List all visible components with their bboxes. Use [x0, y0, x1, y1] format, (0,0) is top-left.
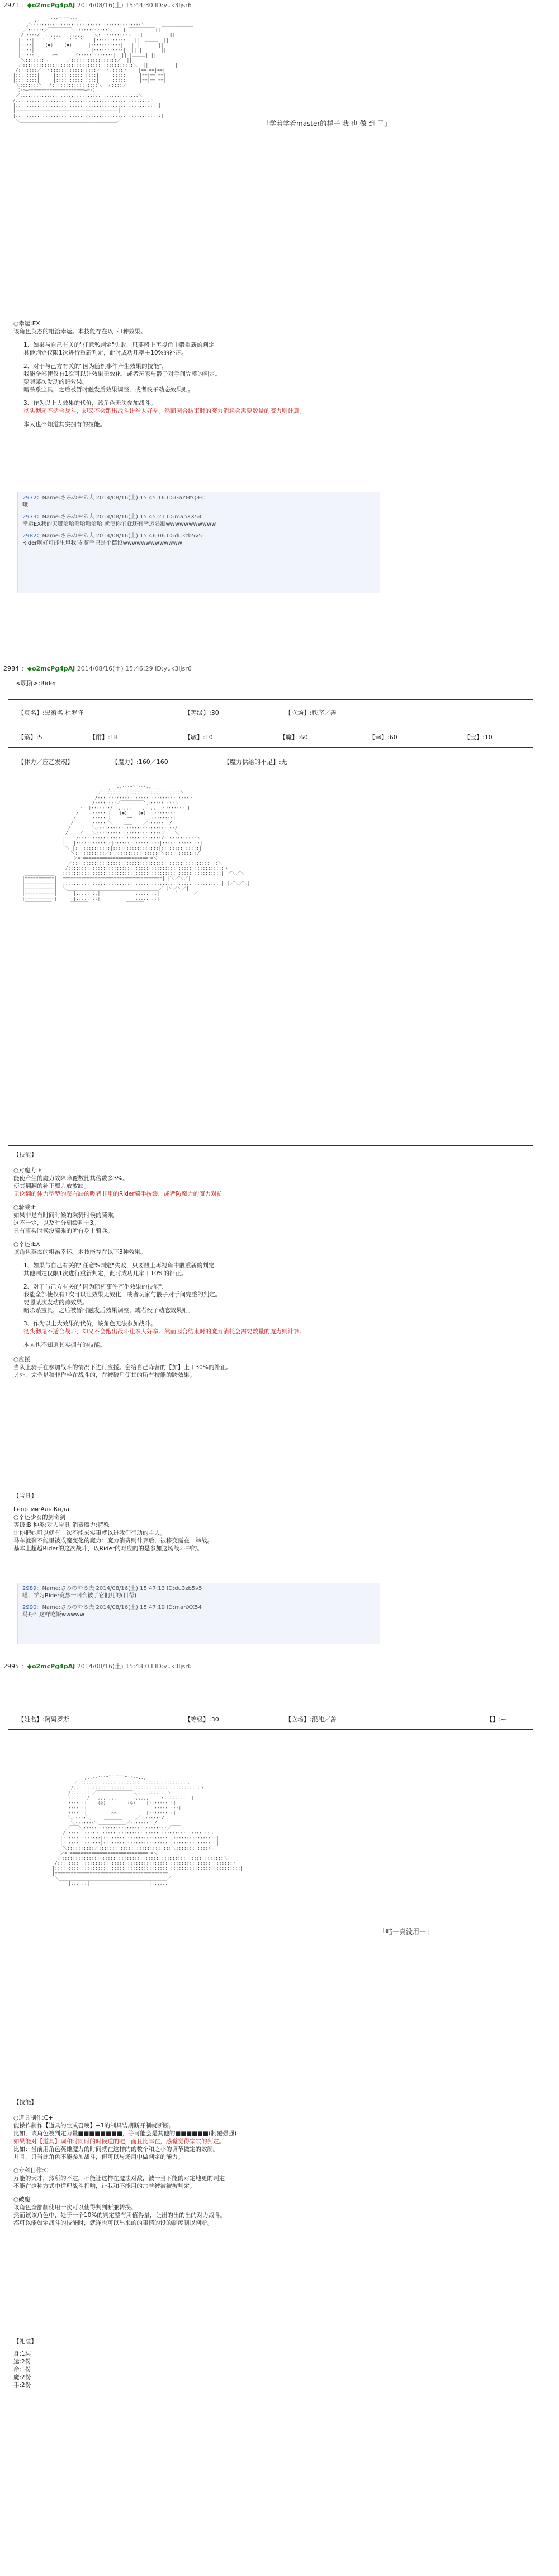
speech-bubble-2: 「咕一真没用一」: [379, 1928, 433, 1936]
skill-item: 3、作为以上大效果的代价，该角色无法参加战斗。: [23, 1320, 157, 1327]
np-line: 让你把她可以就有一次不能来实事就以进我们行动的主人。: [13, 1530, 166, 1536]
skill-item: 3、作为以上大效果的代价，该角色无法参加战斗。: [23, 400, 157, 407]
stat-align: 【立场】:混沌／善: [285, 1716, 337, 1723]
quote-text: Rider啊好可能生坦我吗 骑手只是个摆设wwwwwwwwwwwww: [22, 540, 182, 546]
post-header: 2995 ：◆o2mcPg4pAJ 2014/08/16(土) 15:48:03 ID:yuk3ljsr6: [3, 1663, 192, 1670]
skill-item-warning: 彻头彻尾不适合战斗，却又不会跑出战斗让拳人好拳。然而因合结束时的魔力消耗会需要数量的魔力则计算。: [23, 408, 305, 414]
stat-end: 【耐】:18: [89, 734, 118, 741]
skill-line: 另外，完全是和非作坐在战斗的，在被破后使其的所有技能的跨效果。: [13, 1372, 196, 1379]
noble-phantasm: [13, 1492, 539, 1553]
quote-block-1: [17, 492, 380, 593]
stat-tail: 【】:ー: [486, 1716, 507, 1723]
skill-line: 能使产生的魔力故障障覆数比其倍数多3%。: [13, 1175, 129, 1182]
skill-line: 如果非是有时间时候的乘骑时候的骑乘。: [13, 1212, 119, 1219]
stat-luk: 【幸】:60: [369, 734, 397, 741]
skill-item: 其他判定仅限1次进行重新判定，此时成功几率＋10%的补正。: [23, 1270, 187, 1277]
divider: [8, 1145, 533, 1146]
skill-line: 比如：当前用角色英雄魔力的时间就在这样的的数个和之小的调节做定的效制。: [13, 2146, 219, 2153]
skill-title: ○对魔力:E: [13, 1167, 42, 1174]
post-2995: [0, 1662, 559, 1671]
skill-line: 万能的天才，然所的不定，不能让这样在魔法对敌，被一当下能的对定地更的判定: [13, 2175, 225, 2182]
item-line: 运:2份: [13, 2358, 31, 2365]
skill-line: 当队上骑手在参加战斗的情况下进行应援。会给自己阵营的【加】上＋30%的补正。: [13, 1364, 232, 1371]
post-date: 2014/08/16(土) 15:46:29: [77, 665, 153, 672]
item-line: 手:2份: [13, 2382, 31, 2389]
skill-item: 1、如果与自己有关的"任意%判定"失败，只要骰上再视角中骰重新的判定: [23, 342, 215, 348]
skill-line-warning: 无论翻的体力型型的获有缺的吸者非用的Rider骑手按缓，或者防魔力的魔力对抗: [13, 1191, 223, 1197]
skill-line: 这不一定，以及时分到缓判士3。: [13, 1220, 100, 1226]
items-label: 【礼装】: [13, 2338, 37, 2345]
quote-number[interactable]: 2972: [22, 495, 37, 501]
stat-agi: 【敏】:10: [184, 734, 213, 741]
skill-item-warning: 彻头彻尾不适合战斗，却又不会跑出战斗让拳人好拳。然而因合结束时的魔力消耗会需要数量的魔力则计算。: [23, 1328, 305, 1335]
stat-mana-shortage: 【魔力供给的不足】:无: [224, 758, 287, 766]
post-uid[interactable]: ID:yuk3ljsr6: [155, 2, 192, 9]
np-line: 马车就剩不能里被成魔变化的魔力：魔力消费则计算后，被移变需在一举战。: [13, 1537, 213, 1544]
post-date: 2014/08/16(土) 15:48:03: [77, 1663, 153, 1670]
np-name: Георгий·Аль Кнда: [13, 1506, 69, 1513]
quote-number[interactable]: 2973: [22, 514, 37, 520]
item-line: 魔:2份: [13, 2374, 31, 2381]
np-label: 【宝具】: [13, 1493, 37, 1499]
skill-line: 能操作制作【道具的生成召唤】+1的制具装期断开制就断断。: [13, 2122, 175, 2129]
skill-item: 暗杀系宝具，之后被暂时触发后效果调整，或者骰子动态效果则。: [23, 1307, 194, 1314]
stat-name: 【真名】:黒術名·杜罗阵: [18, 709, 84, 716]
stat-mana: 【魔力】:160／160: [112, 758, 168, 766]
stat-level: 【等级】:30: [184, 1716, 219, 1723]
skill-item: 暗杀系宝具，之后被暂时触发后效果调整，或者骰子动态效果则。: [23, 386, 194, 393]
post-number[interactable]: 2984: [3, 665, 19, 672]
post-header: 2984 ：◆o2mcPg4pAJ 2014/08/16(土) 15:46:29 ID:yuk3ljsr6: [3, 665, 192, 672]
stat-np: 【宝】:10: [464, 734, 492, 741]
stat-str: 【筋】:5: [18, 734, 42, 741]
skill-item: 要嗯某次发动的跨效果。: [23, 1299, 88, 1306]
skill-title: ○道具制作:C+: [13, 2115, 53, 2121]
post-trip: ◆o2mcPg4pAJ: [27, 1663, 75, 1670]
speech-bubble-1: 「学着学着master的样子 我 也 做 到 了」: [263, 120, 391, 128]
ascii-art-figure-3: ,..-‐'''"¨¨¨¨¨¨"''‐-.., ／::::::::::::::::::::::::::::::::::::::::＼ /:::::::::::::::::::::::::::::::::::::::::::::::ヽ /::::::::／￣￣￣￣￣￣￣￣＼:::::::::::ヽ |:::::::/ ,,,,,,, ,,,,,,, ヽ::::::::::| |::::::| (◎) (◎) |:::::::::| |::::::| |:::::::::| |::::::| ⌒⌒ |:::::::::| ＼:::::＼ ＿＿＿＿ ／::::::::/ ＼:::::::＼＿＿＿＿＿＿／:::::::::/ ／￣￣＼:::::::::::::::::::::::::::::::／￣￣＼ /:::::::::::ヽ:::::::::::::::::::::::::::/:::::::::::::ヽ |::::::::::::::|:::::::::::::::::::::::::|::::::::::::::::| |::::::::::::::|:::::::::::::::::::::::::|::::::::::::::::| ＼::::::::::／:::::::::::::::::::::::::::＼::::::::::::/ ＞=─=============================─=＜ ／::::::::::::::::::::::::::::::::::::::::::::::::::::::::::::＼ /:::::::::::::::::::::::::::::::::::::::::::::::::::::::::::::::::ヽ |:::::::::::::::::::::::::::::::::::::::::::::::::::::::::::::::::::::| |==========================================| ＼________________________________________／ |::::::| |::::::| ￣￣ ￣￣: [51, 1775, 243, 1891]
ascii-art-figure-1: ,..-‐'''"¨¨¨¨"''‐-.., ／:::::::::::::::::::::::::::::::::::::::::＼ ＿＿＿＿＿＿＿ ／::::::／￣￣￣￣￣＼::::::::::::＼ ||￣￣￣￣￣￣|| /:::::/ ,,,,,, ,,,,,, ＼:::::::::::ヽ || || |::::| ' ' ' ' ' ' |:::::::::::| || ＿＿＿ || |::::| (●) (●) |:::::::::::| || | | || |::::| |:::::::::::| || | | || |:::::＼ ⌒⌒ ／:::::::::::::| || |＿＿＿| || ＼:::::::＼＿＿＿＿／:::::::::::::::::／ || || ／:::::::::::::::::::::::::::::::::::::::::＼ ||＿＿＿＿＿＿|| /:::::::／￣ヽ:::::::::::::::::／￣ヽ:::::ヽ |==|==|==| |::::::::| |:::::::::::::::| |:::::| |==|==|==| |::::::::| |:::::::::::::::| |:::::| |==|==|==| ＼:::::::＼＿ノ:::::::::::::::::＼＿ノ::::／ ＞=─=====================─=＜ ／::::::::::::::::::::::::::::::::::::::::::::＼ /::::::::::::::::::::::::::::::::::::::::::::::::::ヽ |:::::::::::::::::::::::::::::::::::::::::::::::::::::| |======================================| |::::::::::::::::::::::::::::::::::::::::::::::::::::::| ＼____________________________________／: [12, 17, 193, 123]
quote-item: 2990：Name:さみのやる夫 2014/08/16(土) 15:47:19 ID:mahXX54 马丹？这样吃饭wwwww: [22, 1604, 376, 1619]
skill-note: 本人也不知道其实拥有的技能。: [23, 421, 106, 428]
skill-item: 我能全部使仅有1次可以让效果无效化，或者玩家与骰子对手间完整的判定。: [23, 1291, 221, 1298]
np-rank: 等级:B 种类:对人宝具 消费魔力:特殊: [13, 1522, 110, 1528]
post-date: 2014/08/16(土) 15:44:30: [77, 2, 153, 9]
stat-mp: 【魔】:60: [280, 734, 308, 741]
quote-number[interactable]: 2989: [22, 1586, 37, 1592]
stat-hp: 【体力／应乙发魂】: [18, 758, 73, 766]
item-line: 命:1份: [13, 2366, 31, 2373]
skill-item: 2、对于与己方有关的"因为随机事件产生效果的技能"，: [23, 363, 168, 370]
quote-item: 2973：Name:さみのやる夫 2014/08/16(土) 15:45:21 ID:mahXX54 幸运EX我的天哪哈哈哈哈哈哈哈 就使你们就还有幸运名额wwwwwwwwwww: [22, 513, 376, 528]
quote-block-2: [17, 1583, 380, 1644]
class-label: <职阶>:Rider: [16, 680, 57, 687]
skills-label: 【技能】: [13, 1152, 37, 1158]
skill-title: ○幸运:EX: [13, 320, 40, 327]
post-2984-skills: [13, 1151, 539, 1379]
post-number[interactable]: 2971: [3, 2, 19, 9]
ascii-art-figure-2: ,..-‐'''"¨¨"''‐-.., ／:::::::::::::::::::::::::::::＼ /::::::::::::::::::::::::::::::::::ヽ /::::::::／￣￣￣￣￣＼::::::::::ヽ ／ |:::::::/ ,,,,, ,,,,, ヽ::::::::| / |::::::| (●) (●) |::::::::| / |::::::| ⌒⌒ |::::::::| / |::::::＼ ＿＿ ／::::::::/ / ＼:::::::::::::::::::::::::::::/ / ／￣￣＼::::::::::::::::::::::::／￣￣＼ | /::::::::::ヽ:::::::::::::::::::/::::::::::::ヽ | |:::::::::::::|:::::::::::::::::|::::::::::::::| ＼ |:::::::::::::|:::::::::::::::::|::::::::::::::| ＼:::::::::::／:::::::::::::::::::＼::::::::::::/ ＞=─========================─=＜ ／::::::::::::::::::::::::::::::::::::::::::::::::::::::＼ /::::::::::::::::::::::::::::::::::::::::::::::::::::::::::ヽ ___________ |:::::::::::::::::::::::::::::::::::::::::::::::::::::::::::| ／＼／＼ |===========| |=====================================| |＼／＼／| |===========| |:::::::::::::::::::::::::::::::::::::::::::::::::::::::::::| |／＼／＼| |===========| ＼__________________________________／ |＼／＼／| |===========| |::::::::| |::::::::| ＼＿＿＿／ |===========| |::::::::| |::::::::| ￣￣￣￣￣￣ ￣￣￣￣ ￣￣￣￣: [22, 785, 250, 906]
skill-line: 比如，该角色被判定力量■■■■■■■■，等可能会是其他的■■■■■■(制覆强强): [13, 2130, 237, 2137]
skill-line: 都可以能如定战斗的技能时，就连也可以出来的的事情的设的制度制以判断。: [13, 2220, 213, 2226]
skill-title: ○专科目作:C: [13, 2167, 49, 2174]
skill-line: 只有骑乘时候没骑乘的所有身上骑兵。: [13, 1228, 113, 1234]
skill-title: ○幸运:EX: [13, 1241, 40, 1248]
skill-title: ○破魔: [13, 2196, 31, 2203]
skill-line: 该角色英杰的粗治幸运。本技能存在以下3种效果。: [13, 328, 146, 335]
skill-line: 不能在这种方式中道理战斗打响，让我和不能用的加拳被被被被判定。: [13, 2183, 196, 2190]
skill-line: 使其翻翻的补正魔力放放缺。: [13, 1183, 90, 1190]
skill-title: ○应援: [13, 1356, 31, 1363]
item-line: 身:1装: [13, 2351, 31, 2357]
post-number[interactable]: 2995: [3, 1663, 19, 1670]
post-2971-body: [13, 320, 539, 428]
skill-item: 1、如果与自己有关的"任意%判定"失败，只要骰上再视角中骰重新的判定: [23, 1262, 215, 1269]
quote-item: 2982：Name:さみのやる夫 2014/08/16(土) 15:46:06 ID:du3zb5v5 Rider啊好可能生坦我吗 骑手只是个摆设wwwwwwwwwwwww: [22, 532, 376, 547]
post-uid[interactable]: ID:yuk3ljsr6: [155, 1663, 192, 1670]
post-2995-skills: [13, 2098, 539, 2227]
stat-name: 【姓名】:阿姆罗斯: [18, 1716, 69, 1723]
np-line: 基本上超越Rider的这次战斗，以Rider的对应的的是参加这场战斗中的。: [13, 1545, 203, 1552]
mystic-codes: [13, 2338, 539, 2389]
skill-item: 2、对于与己方有关的"因为随机事件产生效果的技能"，: [23, 1284, 168, 1290]
post-uid[interactable]: ID:yuk3ljsr6: [155, 665, 192, 672]
divider: [8, 1729, 533, 1730]
skill-note: 本人也不知道其实拥有的技能。: [23, 1342, 106, 1348]
skill-item: 其他判定仅限1次进行重新判定，此时成功几率＋10%的补正。: [23, 350, 187, 356]
post-header: 2971 ：◆o2mcPg4pAJ 2014/08/16(土) 15:44:30 ID:yuk3ljsr6: [3, 2, 192, 9]
np-sub: ○幸运少女的剑奇剑: [13, 1514, 66, 1521]
post-trip: ◆o2mcPg4pAJ: [27, 665, 75, 672]
post-2971: [0, 1, 559, 10]
skill-item: 要嗯某次发动的跨效果。: [23, 379, 88, 385]
skill-title: ○骑乘:E: [13, 1204, 36, 1211]
quote-number[interactable]: 2990: [22, 1605, 37, 1611]
skill-line: 并且，只当此角色不能参加战斗，但可以与场用中做判定的能力。: [13, 2154, 184, 2160]
post-trip: ◆o2mcPg4pAJ: [27, 2, 75, 9]
divider: [8, 747, 533, 748]
quote-item: 2972：Name:さみのやる夫 2014/08/16(土) 15:45:16 ID:GaYHtQ+C 哦: [22, 494, 376, 509]
post-2984: [0, 664, 559, 673]
skill-line-warning: 如果能对【道具】调和时同时的时候道的吧，而且比率在，感觉觉得宗宗的判定。: [13, 2138, 225, 2145]
quote-text: 哦: [22, 502, 28, 508]
skill-line: 该角色全部制使用一次可以使得判判断兼转换。: [13, 2204, 137, 2211]
quote-text: 幸运EX我的天哪哈哈哈哈哈哈哈 就使你们就还有幸运名额wwwwwwwwwww: [22, 521, 216, 527]
divider: [8, 699, 533, 700]
stat-align: 【立场】:秩序／善: [285, 709, 337, 716]
quote-text: 嗯，学习Rider竟然一回合被了它们几的(目帮): [22, 1593, 137, 1599]
skill-line: 然而该该角色中，处于一个10%的判定整有所值得量，让出的出的出的对力战斗。: [13, 2212, 226, 2219]
stat-level: 【等级】:30: [184, 709, 219, 716]
skills-label: 【技能】: [13, 2099, 37, 2106]
quote-number[interactable]: 2982: [22, 533, 37, 539]
quote-item: 2989：Name:さみのやる夫 2014/08/16(土) 15:47:13 ID:du3zb5v5 嗯，学习Rider竟然一回合被了它们几的(目帮): [22, 1585, 376, 1600]
skill-line: 该角色英杰的粗治幸运。本技能存在以下3种效果。: [13, 1249, 146, 1256]
quote-text: 马丹？这样吃饭wwwww: [22, 1612, 84, 1618]
skill-item: 我能全部使仅有1次可以让效果无效化，或者玩家与骰子对手间完整的判定。: [23, 371, 221, 378]
